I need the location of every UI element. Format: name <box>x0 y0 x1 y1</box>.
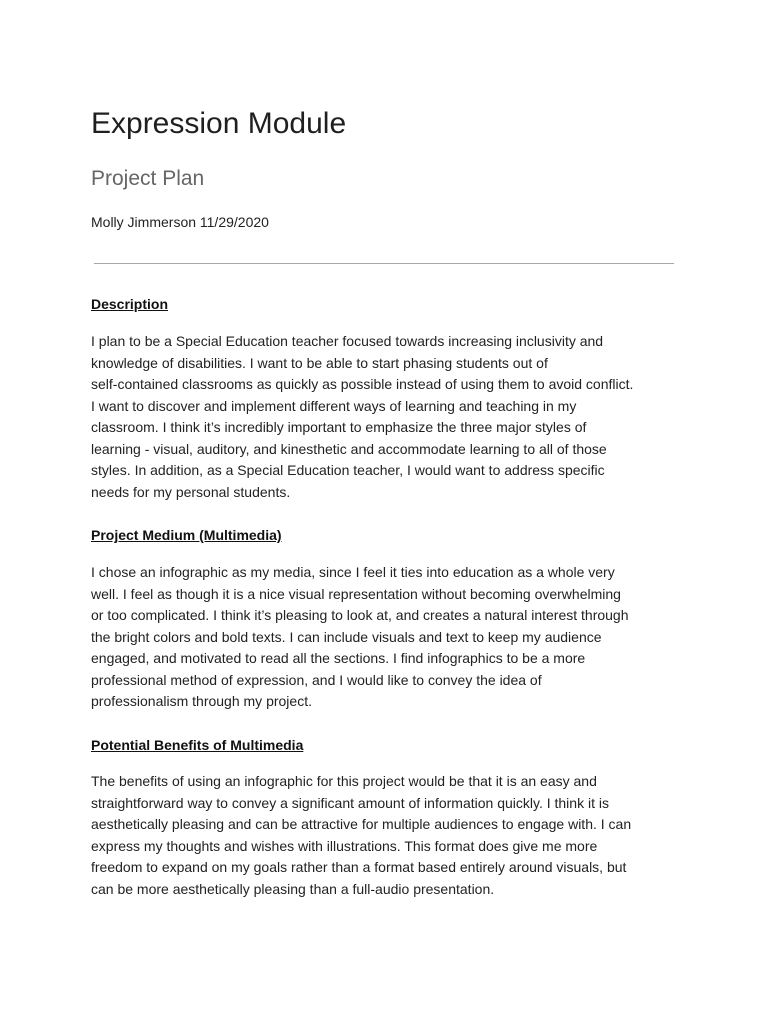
document-title: Expression Module <box>91 107 347 140</box>
horizontal-divider <box>94 263 674 264</box>
paragraph-line: I chose an infographic as my media, since I feel it ties into education as a whole very <box>91 564 615 580</box>
paragraph-line: or too complicated. I think it’s pleasing to look at, and creates a natural interest through <box>91 607 629 623</box>
paragraph-line: classroom. I think it’s incredibly important to emphasize the three major styles of <box>91 419 587 435</box>
paragraph-line: knowledge of disabilities. I want to be able to start phasing students out of <box>91 354 548 371</box>
section-heading-description: Description <box>91 296 169 312</box>
paragraph-line: styles. In addition, as a Special Education teacher, I would want to address specific <box>91 462 605 478</box>
paragraph-line: aesthetically pleasing and can be attractive for multiple audiences to engage with. I can <box>91 816 632 832</box>
author-date-line: Molly Jimmerson 11/29/2020 <box>91 214 269 230</box>
section-heading-project-medium: Project Medium (Multimedia) <box>91 527 282 543</box>
paragraph-line: the bright colors and bold texts. I can include visuals and text to keep my audience <box>91 628 602 645</box>
paragraph-line: I plan to be a Special Education teacher focused towards increasing inclusivity and <box>91 333 604 349</box>
paragraph-line: well. I feel as though it is a nice visual representation without becoming overwhelming <box>91 585 621 602</box>
paragraph-line: straightforward way to convey a significant amount of information quickly. I think it is <box>91 794 609 811</box>
document-subtitle: Project Plan <box>91 167 205 190</box>
paragraph-line: self-contained classrooms as quickly as possible instead of using them to avoid conflict. <box>91 376 634 392</box>
paragraph-line: freedom to expand on my goals rather than a format based entirely around visuals, but <box>91 859 627 875</box>
paragraph-line: engaged, and motivated to read all the sections. I find infographics to be a more <box>91 650 586 666</box>
section-body-potential-benefits <box>91 771 681 900</box>
paragraph-line: learning - visual, auditory, and kinesthetic and accommodate learning to all of those <box>91 440 607 457</box>
paragraph-line: express my thoughts and wishes with illustrations. This format does give me more <box>91 837 598 854</box>
paragraph-line: needs for my personal students. <box>91 483 291 500</box>
paragraph-line: professional method of expression, and I would like to convey the idea of <box>91 671 542 688</box>
paragraph-line: can be more aesthetically pleasing than a full-audio presentation. <box>91 880 495 897</box>
section-body-project-medium <box>91 562 681 713</box>
paragraph-line: professionalism through my project. <box>91 693 312 709</box>
section-body-description <box>91 331 681 503</box>
paragraph-line: The benefits of using an infographic for this project would be that it is an easy and <box>91 773 597 789</box>
paragraph-line: I want to discover and implement different ways of learning and teaching in my <box>91 397 577 414</box>
section-heading-potential-benefits: Potential Benefits of Multimedia <box>91 737 304 753</box>
